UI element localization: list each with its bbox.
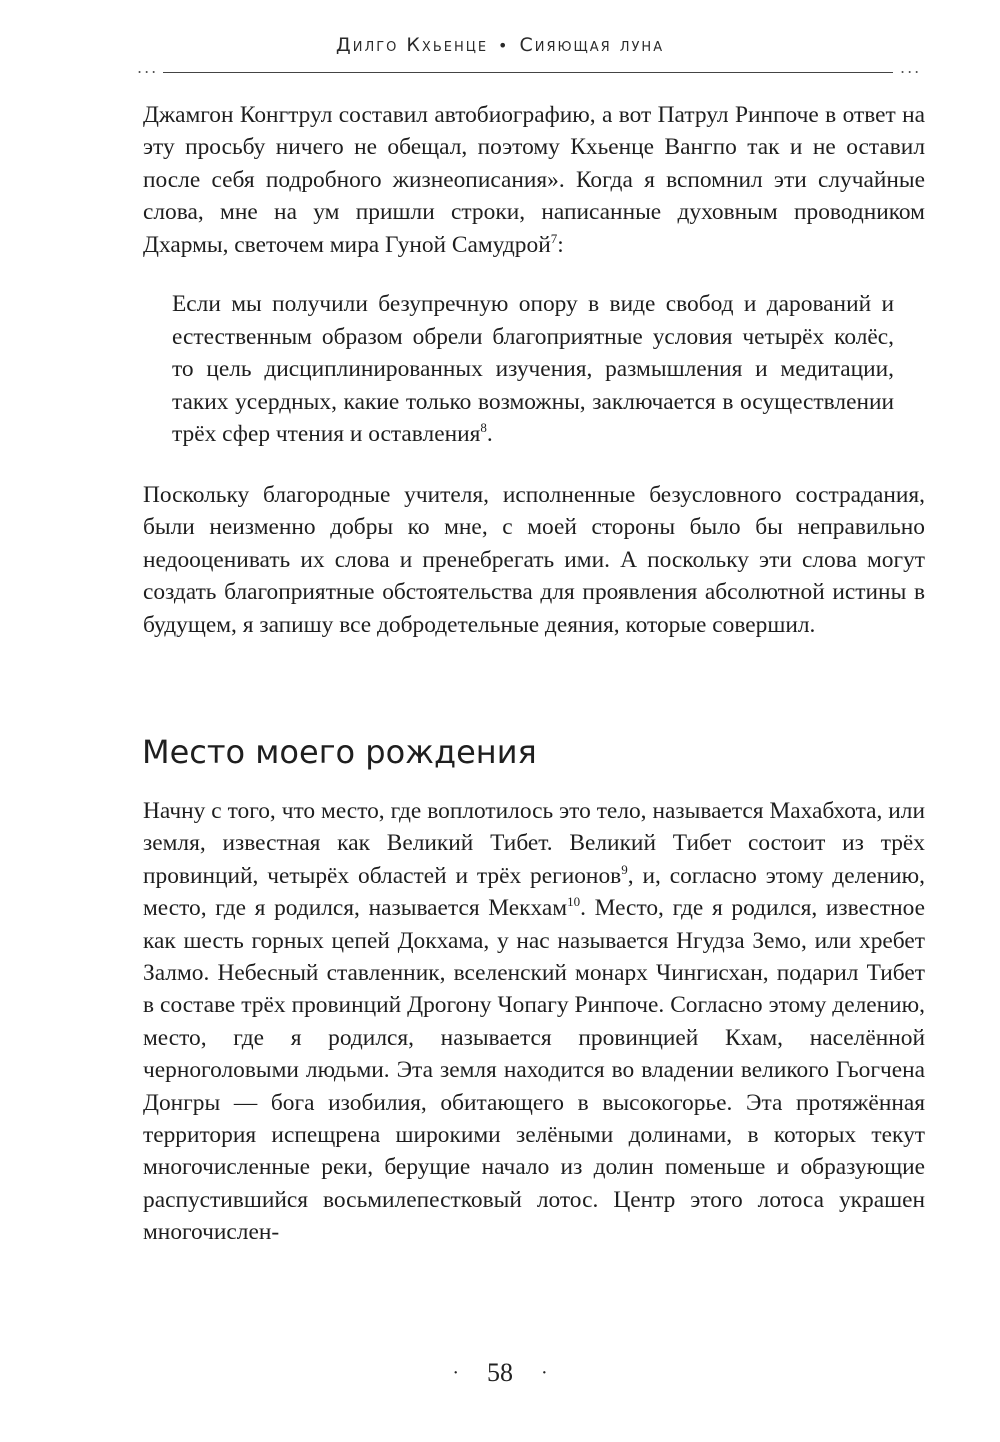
head-rule xyxy=(163,72,893,73)
folio-dot-right: · xyxy=(541,1362,548,1384)
block-quote-end: . xyxy=(486,421,493,447)
paragraph-3 xyxy=(143,795,925,1249)
section-heading: Место моего рождения xyxy=(142,733,537,771)
paragraph-2: Поскольку благородные учителя, исполненные безусловного сострадания, были неизменно добры ко мне, с моей стороны было бы неправильно недооценивать их слова и пренебрегать ими. А поскольку эти слова могут создать благоприятные обстоятельства для проявления абсолютной истины в будущем, я запишу все добродетельные деяния, которые совершил. xyxy=(143,482,925,638)
paragraph-3-text-c: . Место, где я родился, известное как шесть горных цепей Докхама, у нас называется Нгудза Земо, или хребет Залмо. Небесный ставленник, вселенский монарх Чингисхан, подарил Тибет в составе трёх провинций Дрогону Чопагу Ринпоче. Согласно этому делению, место, где я родился, называется провинцией Кхам, населённой черноголовыми людьми. Эта земля находится во владении великого Гьогчена Донгры — бога изобилия, обитающего в высокогорье. Эта протяжённая территория испещрена широкими зелёными долинами, в которых текут многочисленные реки, берущие начало из долин поменьше и образующие распустившийся восьмилепестковый лотос. Центр этого лотоса украшен многочислен- xyxy=(143,895,925,1246)
head-rule-dots-right: ... xyxy=(900,58,922,77)
running-head xyxy=(0,34,1000,56)
paragraph-1-text: Джамгон Конгтрул составил автобиографию, а вот Патрул Ринпоче в ответ на эту просьбу ничего не обещал, поэтому Кхьенце Вангпо так и не оставил после себя подробного жизнеописания». Когда я вспомнил эти случайные слова, мне на ум пришли строки, написанные духовным проводником Дхармы, светочем мира Гуной Самудрой xyxy=(143,102,925,258)
running-head-author: Дилго Кхьенце xyxy=(335,34,489,56)
footnote-ref-9: 9 xyxy=(621,862,628,878)
paragraph-3-text-b: , и, согласно этому делению, место, где я родился, называется Мекхам xyxy=(143,862,925,922)
head-rule-dots-left: ... xyxy=(137,58,159,77)
block-quote-text: Если мы получили безупречную опору в виде свобод и дарований и естественным образом обрели благоприятные условия четырёх колёс, то цель дисциплинированных изучения, размышления и медитации, таких усердных, какие только возможны, заключается в осуществлении трёх сфер чтения и оставления xyxy=(172,291,894,447)
page-number: 58 xyxy=(487,1358,513,1387)
footnote-ref-10: 10 xyxy=(567,894,581,910)
footnote-ref-7: 7 xyxy=(550,230,558,246)
paragraph-1 xyxy=(143,99,925,261)
block-quote xyxy=(172,288,894,451)
running-head-separator: • xyxy=(498,36,510,55)
page-footer xyxy=(0,1358,1000,1388)
folio-dot-left: · xyxy=(452,1362,459,1384)
paragraph-3-text-a: Начну с того, что место, где воплотилось это тело, называется Махабхота, или земля, известная как Великий Тибет. Великий Тибет состоит из трёх провинций, четырёх областей и трёх регионов xyxy=(143,798,925,889)
paragraph-1-end: : xyxy=(557,231,564,258)
running-head-title: Сияющая луна xyxy=(519,34,665,56)
footnote-ref-8: 8 xyxy=(480,420,487,436)
